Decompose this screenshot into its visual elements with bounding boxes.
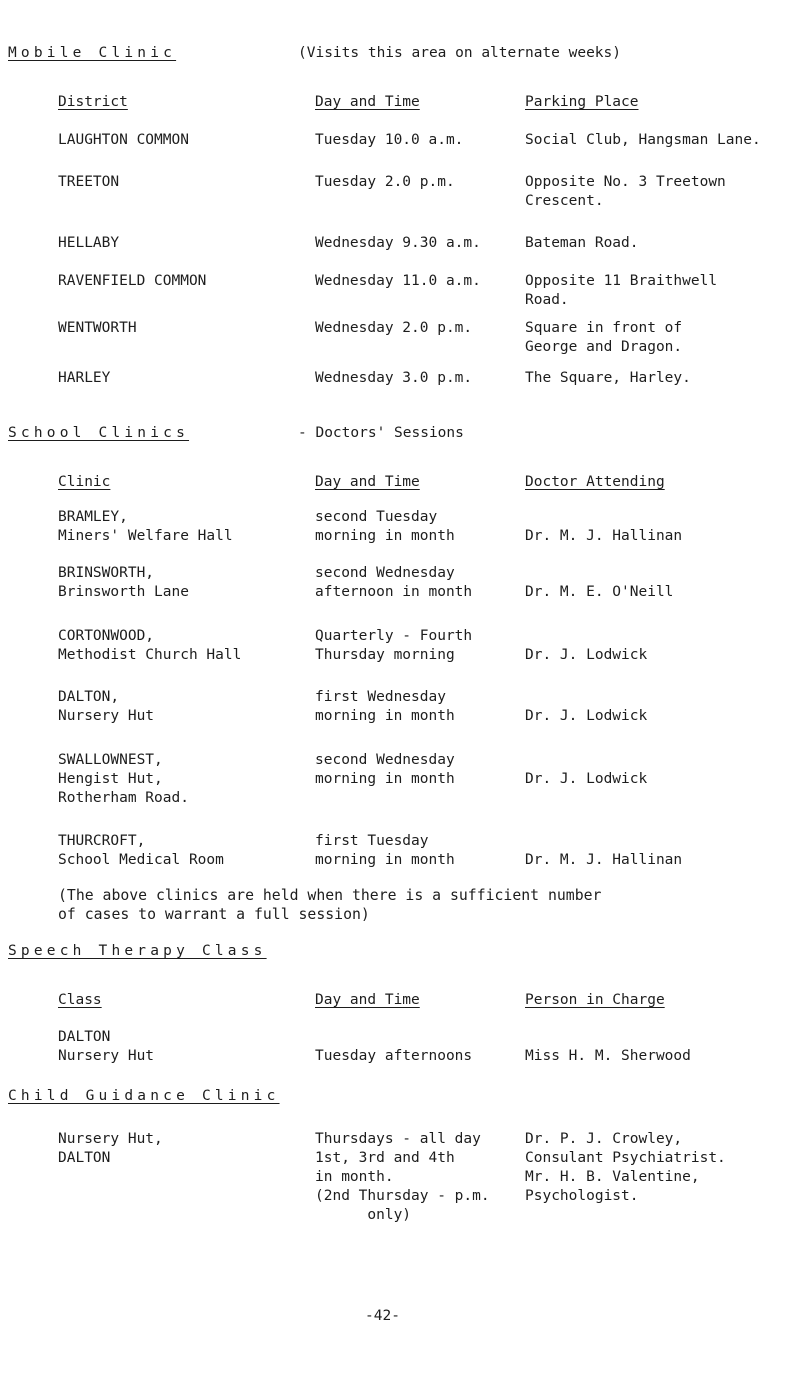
- place-cell: Bateman Road.: [525, 235, 639, 251]
- clinic-cell: DALTON, Nursery Hut: [58, 689, 155, 724]
- doctor-cell: Dr. J. Lodwick: [525, 647, 648, 663]
- doctor-attending-header: Doctor Attending: [525, 474, 665, 490]
- person-cell: Miss H. M. Sherwood: [525, 1048, 691, 1064]
- day-time-header: Day and Time: [315, 474, 420, 490]
- doctor-cell: Dr. M. J. Hallinan: [525, 852, 683, 868]
- school-clinics-subtitle: - Doctors' Sessions: [298, 425, 464, 441]
- parking-place-header: Parking Place: [525, 94, 639, 110]
- time-cell: second Wednesday morning in month: [315, 752, 455, 787]
- time-cell: Tuesday afternoons: [315, 1048, 473, 1064]
- district-cell: WENTWORTH: [58, 320, 137, 336]
- district-header: District: [58, 94, 128, 110]
- clinic-cell: THURCROFT, School Medical Room: [58, 833, 224, 868]
- doctor-cell: Dr. J. Lodwick: [525, 771, 648, 787]
- person-in-charge-header: Person in Charge: [525, 992, 665, 1008]
- clinic-cell: SWALLOWNEST, Hengist Hut, Rotherham Road.: [58, 752, 189, 806]
- time-cell: first Wednesday morning in month: [315, 689, 455, 724]
- time-cell: Wednesday 3.0 p.m.: [315, 370, 473, 386]
- place-cell: The Square, Harley.: [525, 370, 691, 386]
- mobile-clinic-title: Mobile Clinic: [8, 45, 177, 61]
- district-cell: HELLABY: [58, 235, 120, 251]
- guidance-staff: Dr. P. J. Crowley, Consulant Psychiatrist. Mr. H. B. Valentine, Psychologist.: [525, 1131, 726, 1204]
- time-cell: Quarterly - Fourth Thursday morning: [315, 628, 473, 663]
- clinic-cell: BRAMLEY, Miners' Welfare Hall: [58, 509, 233, 544]
- place-cell: Opposite No. 3 Treetown Crescent.: [525, 174, 726, 209]
- time-cell: second Tuesday morning in month: [315, 509, 455, 544]
- time-cell: first Tuesday morning in month: [315, 833, 455, 868]
- speech-therapy-title: Speech Therapy Class: [8, 943, 267, 959]
- time-cell: Wednesday 11.0 a.m.: [315, 273, 481, 289]
- page-number: -42-: [365, 1308, 400, 1324]
- school-clinics-title: School Clinics: [8, 425, 190, 441]
- day-time-header: Day and Time: [315, 94, 420, 110]
- mobile-clinic-subtitle: (Visits this area on alternate weeks): [298, 45, 622, 61]
- clinic-header: Clinic: [58, 474, 111, 490]
- time-cell: second Wednesday afternoon in month: [315, 565, 473, 600]
- class-header: Class: [58, 992, 102, 1008]
- district-cell: RAVENFIELD COMMON: [58, 273, 207, 289]
- district-cell: LAUGHTON COMMON: [58, 132, 189, 148]
- time-cell: Tuesday 10.0 a.m.: [315, 132, 464, 148]
- time-cell: Wednesday 9.30 a.m.: [315, 235, 481, 251]
- doctor-cell: Dr. J. Lodwick: [525, 708, 648, 724]
- guidance-time: Thursdays - all day 1st, 3rd and 4th in month. (2nd Thursday - p.m. only): [315, 1131, 490, 1223]
- doctor-cell: Dr. M. J. Hallinan: [525, 528, 683, 544]
- place-cell: Social Club, Hangsman Lane.: [525, 132, 761, 148]
- time-cell: Wednesday 2.0 p.m.: [315, 320, 473, 336]
- district-cell: TREETON: [58, 174, 120, 190]
- class-cell: DALTON Nursery Hut: [58, 1029, 155, 1064]
- district-cell: HARLEY: [58, 370, 111, 386]
- clinic-cell: CORTONWOOD, Methodist Church Hall: [58, 628, 242, 663]
- day-time-header: Day and Time: [315, 992, 420, 1008]
- school-clinics-note: (The above clinics are held when there is a sufficient number of cases to warrant a full session): [58, 887, 602, 923]
- time-cell: Tuesday 2.0 p.m.: [315, 174, 455, 190]
- clinic-cell: BRINSWORTH, Brinsworth Lane: [58, 565, 189, 600]
- doctor-cell: Dr. M. E. O'Neill: [525, 584, 674, 600]
- place-cell: Opposite 11 Braithwell Road.: [525, 273, 718, 308]
- guidance-place: Nursery Hut, DALTON: [58, 1131, 163, 1166]
- place-cell: Square in front of George and Dragon.: [525, 320, 683, 355]
- child-guidance-title: Child Guidance Clinic: [8, 1088, 280, 1104]
